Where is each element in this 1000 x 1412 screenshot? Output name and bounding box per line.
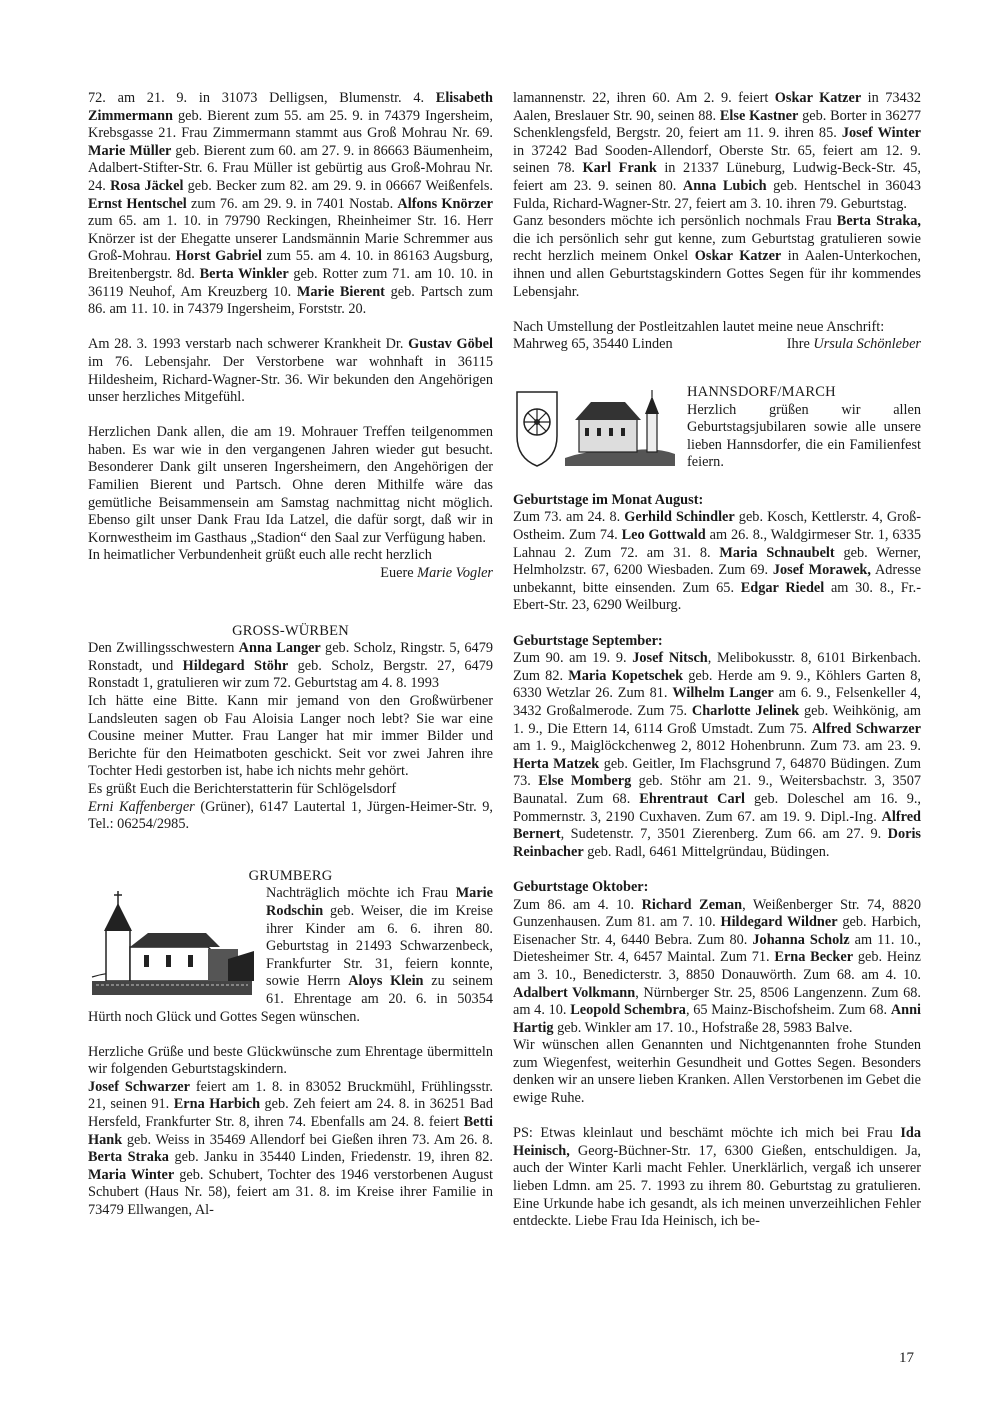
grumberg-paragraph-1: Nachträglich möchte ich Frau Marie Rodschin geb. Weiser, die im Kreise ihrer Kinder am 6. 6. ihren 80. Geburtstag in 21493 Schwarzenbeck, Frankfurter Str. 31, feiern konnte, sowie Herrn Aloys Klein zu seinem 61. Ehrentage am 20. 6. in 50354 Hürth noch Glück und Gottes Segen wünschen.	[88, 885, 494, 1025]
october-title: Geburtstage Oktober:	[513, 878, 649, 895]
person-name: Else Momberg	[538, 773, 632, 790]
person-name: Oskar Katzer	[774, 90, 862, 106]
person-name: Marie Rodschin	[266, 885, 493, 919]
person-name: Gustav Göbel	[408, 336, 494, 353]
person-name: Ernst Hentschel	[88, 195, 187, 212]
person-name: Josef Morawek,	[772, 562, 871, 579]
signature-marie-vogler	[88, 565, 493, 583]
left-column	[88, 90, 493, 1220]
thanks-paragraph: Herzlichen Dank allen, die am 19. Mohrauer Treffen teilgenommen haben. Es war wie in den vergangenen Jahren wieder gut besucht. Besonderer Dank gilt unseren Ingersheimern, den Angehörigen der Familien Bierent und Partsch. Ohne deren Mithilfe wäre das gemütliche Beisammensein am Samstag nachmittag nicht möglich. Ebenso gilt unser Dank Frau Ida Latzel, die dafür sorgt, daß wir in Kornwestheim im Gasthaus „Stadion“ den Saal zur Verfügung haben.	[88, 424, 493, 546]
hannsdorf-emblem-illustration	[513, 388, 677, 468]
hannsdorf-greeting: Herzlich grüßen wir allen Geburtstagsjubilaren sowie alle unsere lieben Hannsdorfer, die ein Familienfest feiern.	[687, 401, 921, 471]
person-name: Richard Zeman	[641, 896, 743, 913]
september-title: Geburtstage September:	[513, 632, 663, 649]
person-name: Josef Schwarzer	[88, 1078, 190, 1095]
person-name: Leo Gottwald	[621, 527, 706, 544]
section-title-hannsdorf: HANNSDORF/MARCH	[687, 383, 836, 400]
person-name: Rosa Jäckel	[110, 177, 184, 194]
person-name: Anni Hartig	[513, 1002, 922, 1036]
september-list: Zum 90. am 19. 9. Josef Nitsch, Melibokusstr. 8, 6101 Birkenbach. Zum 82. Maria Kopetschek geb. Herde am 9. 9., Köhlers Garten 8, 6330 Wetzlar 26. Zum 81. Wilhelm Langer am 6. 9., Felsenkeller 4, 3432 Großalmerode. Zum 75. Charlotte Jelinek geb. Weihkönig, am 1. 9., Die Ettern 14, 6114 Groß Umstadt. Zum 75. Alfred Schwarzer am 1. 9., Maiglöckchenweg 2, 8012 Hohenbrunn. Zum 73. am 23. 9. Herta Matzek geb. Geitler, Im Flachsgrund 7, 64870 Büdingen. Zum 73. Else Momberg geb. Stöhr am 21. 9., Weitersbachstr. 3, 3507 Baunatal. Zum 68. Ehrentraut Carl geb. Doleschel am 16. 9., Pommernstr. 3, 2190 Cuxhaven. Zum 67. am 19. 9. Dipl.-Ing. Alfred Bernert, Sudetenstr. 7, 3501 Zierenberg. Zum 66. am 27. 9. Doris Reinbacher geb. Radl, 6461 Mittelgründau, Büdingen.	[513, 650, 922, 860]
october-list: Zum 86. am 4. 10. Richard Zeman, Weißenberger Str. 74, 8820 Gunzenhausen. Zum 81. am 7. 10. Hildegard Wildner geb. Harbich, Eisenacher Str. 4, 6440 Bebra. Zum 80. Johanna Scholz am 11. 10., Dietesheimer Str. 4, 6457 Maintal. Zum 71. Erna Becker geb. Heinz am 3. 10., Benedicterstr. 3, 8850 Donauwörth. Zum 68. am 4. 10. Adalbert Volkmann, Nürnberger Str. 25, 8506 Langenzenn. Zum 68. am 4. 10. Leopold Schembra, 65 Mainz-Bischofsheim. Zum 68. Anni Hartig geb. Winkler am 17. 10., Hofstraße 28, 5983 Balve.	[513, 896, 922, 1036]
birthday-list-right: lamannenstr. 22, ihren 60. Am 2. 9. feiert Oskar Katzer in 73432 Aalen, Breslauer Str. 90, seinen 88. Else Kastner geb. Borter in 36277 Schenklengsfeld, Bergstr. 20, feiert am 11. 9. ihren 85. Josef Winter in 37242 Bad Sooden-Allendorf, Oberste Str. 65, feiert am 12. 9. seinen 78. Karl Frank in 21337 Lüneburg, Ludwig-Beck-Str. 45, feiert am 23. 9. seinen 80. Anna Lubich geb. Hentschel in 36043 Fulda, Richard-Wagner-Str. 27, feiert am 3. 10. ihren 79. Geburtstag.	[513, 90, 922, 212]
right-column	[513, 90, 921, 1231]
person-name: Alfons Knörzer	[397, 195, 494, 212]
person-name: Betti Hank	[88, 1114, 493, 1148]
person-name: Marie Bierent	[296, 283, 385, 300]
obituary-paragraph: Am 28. 3. 1993 verstarb nach schwerer Krankheit Dr. Gustav Göbel im 76. Lebensjahr. Der Verstorbene war wohnhaft in 36115 Hildesheim, Richard-Wagner-Str. 36. Wir bekunden den Angehörigen unser herzliches Mitgefühl.	[88, 336, 494, 406]
person-name: Ida Heinisch,	[513, 1125, 921, 1159]
hannsdorf-block	[513, 384, 921, 472]
grumberg-paragraph-3: Josef Schwarzer feiert am 1. 8. in 83052 Bruckmühl, Frühlingsstr. 21, seinen 91. Erna Harbich geb. Zeh feiert am 24. 8. in 36251 Bad Hersfeld, Frankfurter Str. 8, ihren 74. Ebenfalls am 24. 8. feiert Betti Hank geb. Weiss in 35469 Allendorf bei Gießen ihren 73. Am 26. 8. Berta Straka geb. Janku in 35440 Linden, Friedenstr. 19, ihren 82. Maria Winter geb. Schubert, Tochter des 1946 verstorbenen August Schubert (Haus Nr. 58), feiert am 31. 8. im Kreise ihrer Familie in 73479 Ellwangen, Al-	[88, 1078, 493, 1219]
person-name: Erna Harbich	[173, 1096, 261, 1113]
postscript: PS: Etwas kleinlaut und beschämt möchte ich mich bei Frau Ida Heinisch, Georg-Büchner-Str. 17, 6300 Gießen, entschuldigen. Ja, auch der Winter Karli macht Fehler. Unerklärlich, vergaß ich unserer lieben Ldmn. am 25. 7. 1993 zu ihrem 80. Geburtstag zu gratulieren. Eine Urkunde habe ich gesandt, als ich meinen unverzeihlichen Fehler entdeckte. Liebe Frau Ida Heinisch, ich be-	[513, 1125, 921, 1230]
address-signature-line	[513, 336, 921, 354]
person-name: Hildegard Wildner	[720, 914, 838, 931]
person-name: Anna Langer	[238, 640, 321, 657]
person-name: Oskar Katzer	[694, 248, 782, 265]
person-name: Alfred Schwarzer	[811, 720, 921, 737]
person-name: Anna Lubich	[682, 177, 767, 194]
person-name: Elisabeth Zimmermann	[88, 90, 493, 124]
person-name: Adalbert Volkmann	[513, 984, 636, 1001]
person-name: Josef Winter	[841, 125, 922, 142]
person-name: Karl Frank	[582, 160, 657, 177]
august-list: Zum 73. am 24. 8. Gerhild Schindler geb. Kosch, Kettlerstr. 4, Groß-Ostheim. Zum 74. Leo Gottwald am 26. 8., Waldgirmeser Str. 1, 6335 Lahnau 2. Zum 72. am 31. 8. Maria Schnaubelt geb. Werner, Helmholzstr. 67, 6200 Wiesbaden. Zum 69. Josef Morawek, Adresse unbekannt, bitte einsenden. Zum 65. Edgar Riedel am 30. 8., Fr.-Ebert-Str. 23, 6290 Weilburg.	[513, 509, 922, 614]
page-number: 17	[899, 1350, 914, 1366]
person-name: Herta Matzek	[513, 755, 600, 772]
section-title-gross-wuerben: GROSS-WÜRBEN	[232, 622, 349, 639]
new-address: Mahrweg 65, 35440 Linden	[513, 336, 673, 353]
gw-signature-name: Erni Kaffenberger	[88, 798, 195, 815]
person-name: Doris Reinbacher	[513, 826, 921, 860]
person-name: Berta Straka,	[836, 213, 921, 230]
person-name: Marie Müller	[88, 142, 172, 159]
august-title: Geburtstage im Monat August:	[513, 491, 704, 508]
grumberg-block	[88, 885, 493, 1026]
grumberg-paragraph-2: Herzliche Grüße und beste Glückwünsche zum Ehrentage übermitteln wir folgenden Geburtstagskindern.	[88, 1043, 493, 1078]
person-name: Erna Becker	[774, 949, 854, 966]
section-title-grumberg: GRUMBERG	[248, 867, 333, 884]
person-name: Charlotte Jelinek	[691, 703, 800, 719]
signature-prefix: Euere	[380, 565, 418, 582]
person-name: Gerhild Schindler	[624, 509, 735, 526]
person-name: Berta Winkler	[199, 265, 289, 282]
person-name: Edgar Riedel	[740, 579, 825, 596]
church-illustration	[88, 889, 256, 999]
person-name: Josef Nitsch	[632, 650, 708, 667]
greeting-line: In heimatlicher Verbundenheit grüßt euch alle recht herzlich	[88, 547, 432, 564]
october-wishes: Wir wünschen allen Genannten und Nichtgenannten frohe Stunden zum Wiegenfest, weiterhin Gesundheit und Gottes Segen. Besonders denken wir an unsere lieben Kranken. Allen Verstorbenen im Gebet die ewige Ruhe.	[513, 1037, 921, 1107]
person-name: Aloys Klein	[348, 973, 424, 990]
person-name: Johanna Scholz	[752, 931, 850, 948]
person-name: Leopold Schembra	[570, 1002, 686, 1019]
person-name: Wilhelm Langer	[672, 685, 774, 702]
signature-ursula	[787, 336, 921, 354]
person-name: Maria Schnaubelt	[719, 544, 835, 561]
signature-name: Marie Vogler	[417, 565, 493, 582]
birthday-list-continued: 72. am 21. 9. in 31073 Delligsen, Blumenstr. 4. Elisabeth Zimmermann geb. Bierent zum 55. am 25. 9. in 74379 Ingersheim, Krebsgasse 21. Frau Zimmermann stammt aus Groß Mohrau Nr. 69. Marie Müller geb. Bierent zum 60. am 27. 9. in 86663 Bäumenheim, Adalbert-Stifter-Str. 6. Frau Müller ist gebürtig aus Groß-Mohrau Nr. 24. Rosa Jäckel geb. Becker zum 82. am 29. 9. in 06667 Weißenfels. Ernst Hentschel zum 76. am 29. 9. in 7401 Nostab. Alfons Knörzer zum 65. am 1. 10. in 79790 Reckingen, Rheinheimer Str. 16. Herr Knörzer ist der Ehegatte unserer Landsmännin Marie Schremmer aus Groß-Mohrau. Horst Gabriel zum 55. am 4. 10. in 86163 Augsburg, Breitenbergstr. 8d. Berta Winkler geb. Rotter zum 71. am 10. 10. in 36119 Neuhof, Am Kreuzberg 10. Marie Bierent geb. Partsch zum 86. am 11. 10. in 74379 Ingersheim, Forststr. 20.	[88, 90, 494, 318]
gw-signature	[88, 799, 493, 834]
person-name: Ehrentraut Carl	[639, 790, 745, 807]
person-name: Horst Gabriel	[175, 248, 262, 265]
gw-signature-rest: (Grüner), 6147 Lautertal 1, Jürgen-Heimer-Str. 9, Tel.: 06254/2985.	[88, 798, 493, 833]
special-greeting: Ganz besonders möchte ich persönlich nochmals Frau Berta Straka, die ich persönlich sehr gut kenne, zum Geburtstag gratulieren sowie recht herzlich meinem Onkel Oskar Katzer in Aalen-Unterkochen, ihnen und allen Geburtstagskindern Gottes Segen für ihr kommendes Lebensjahr.	[513, 213, 921, 300]
person-name: Hildegard Stöhr	[182, 657, 289, 674]
gw-paragraph-1: Den Zwillingsschwestern Anna Langer geb. Scholz, Ringstr. 5, 6479 Ronstadt, und Hildegard Stöhr geb. Scholz, Bergstr. 27, 6479 Ronstadt 1, gratulieren wir zum 72. Geburtstag am 4. 8. 1993	[88, 640, 494, 692]
person-name: Berta Straka	[88, 1149, 169, 1166]
person-name: Maria Kopetschek	[568, 667, 684, 684]
gw-paragraph-3: Es grüßt Euch die Berichterstatterin für Schlögelsdorf	[88, 780, 397, 797]
signature-prefix: Ihre	[786, 336, 814, 353]
gw-paragraph-2: Ich hätte eine Bitte. Kann mir jemand von den Großwürbener Landsleuten sagen ob Fau Aloisia Langer noch lebt? Sie war eine Cousine meiner Mutter. Frau Langer hat mir immer Bilder und Berichte für den Heimatboten geschickt. Seit vor zwei Jahren ihre Tochter Hedi gestorben ist, habe ich nichts mehr gehört.	[88, 693, 493, 780]
person-name: Maria Winter	[88, 1166, 175, 1183]
person-name: Else Kastner	[719, 107, 799, 124]
person-name: Alfred Bernert	[513, 808, 921, 843]
new-address-note: Nach Umstellung der Postleitzahlen lautet meine neue Anschrift:	[513, 318, 885, 335]
signature-name: Ursula Schönleber	[813, 336, 921, 353]
